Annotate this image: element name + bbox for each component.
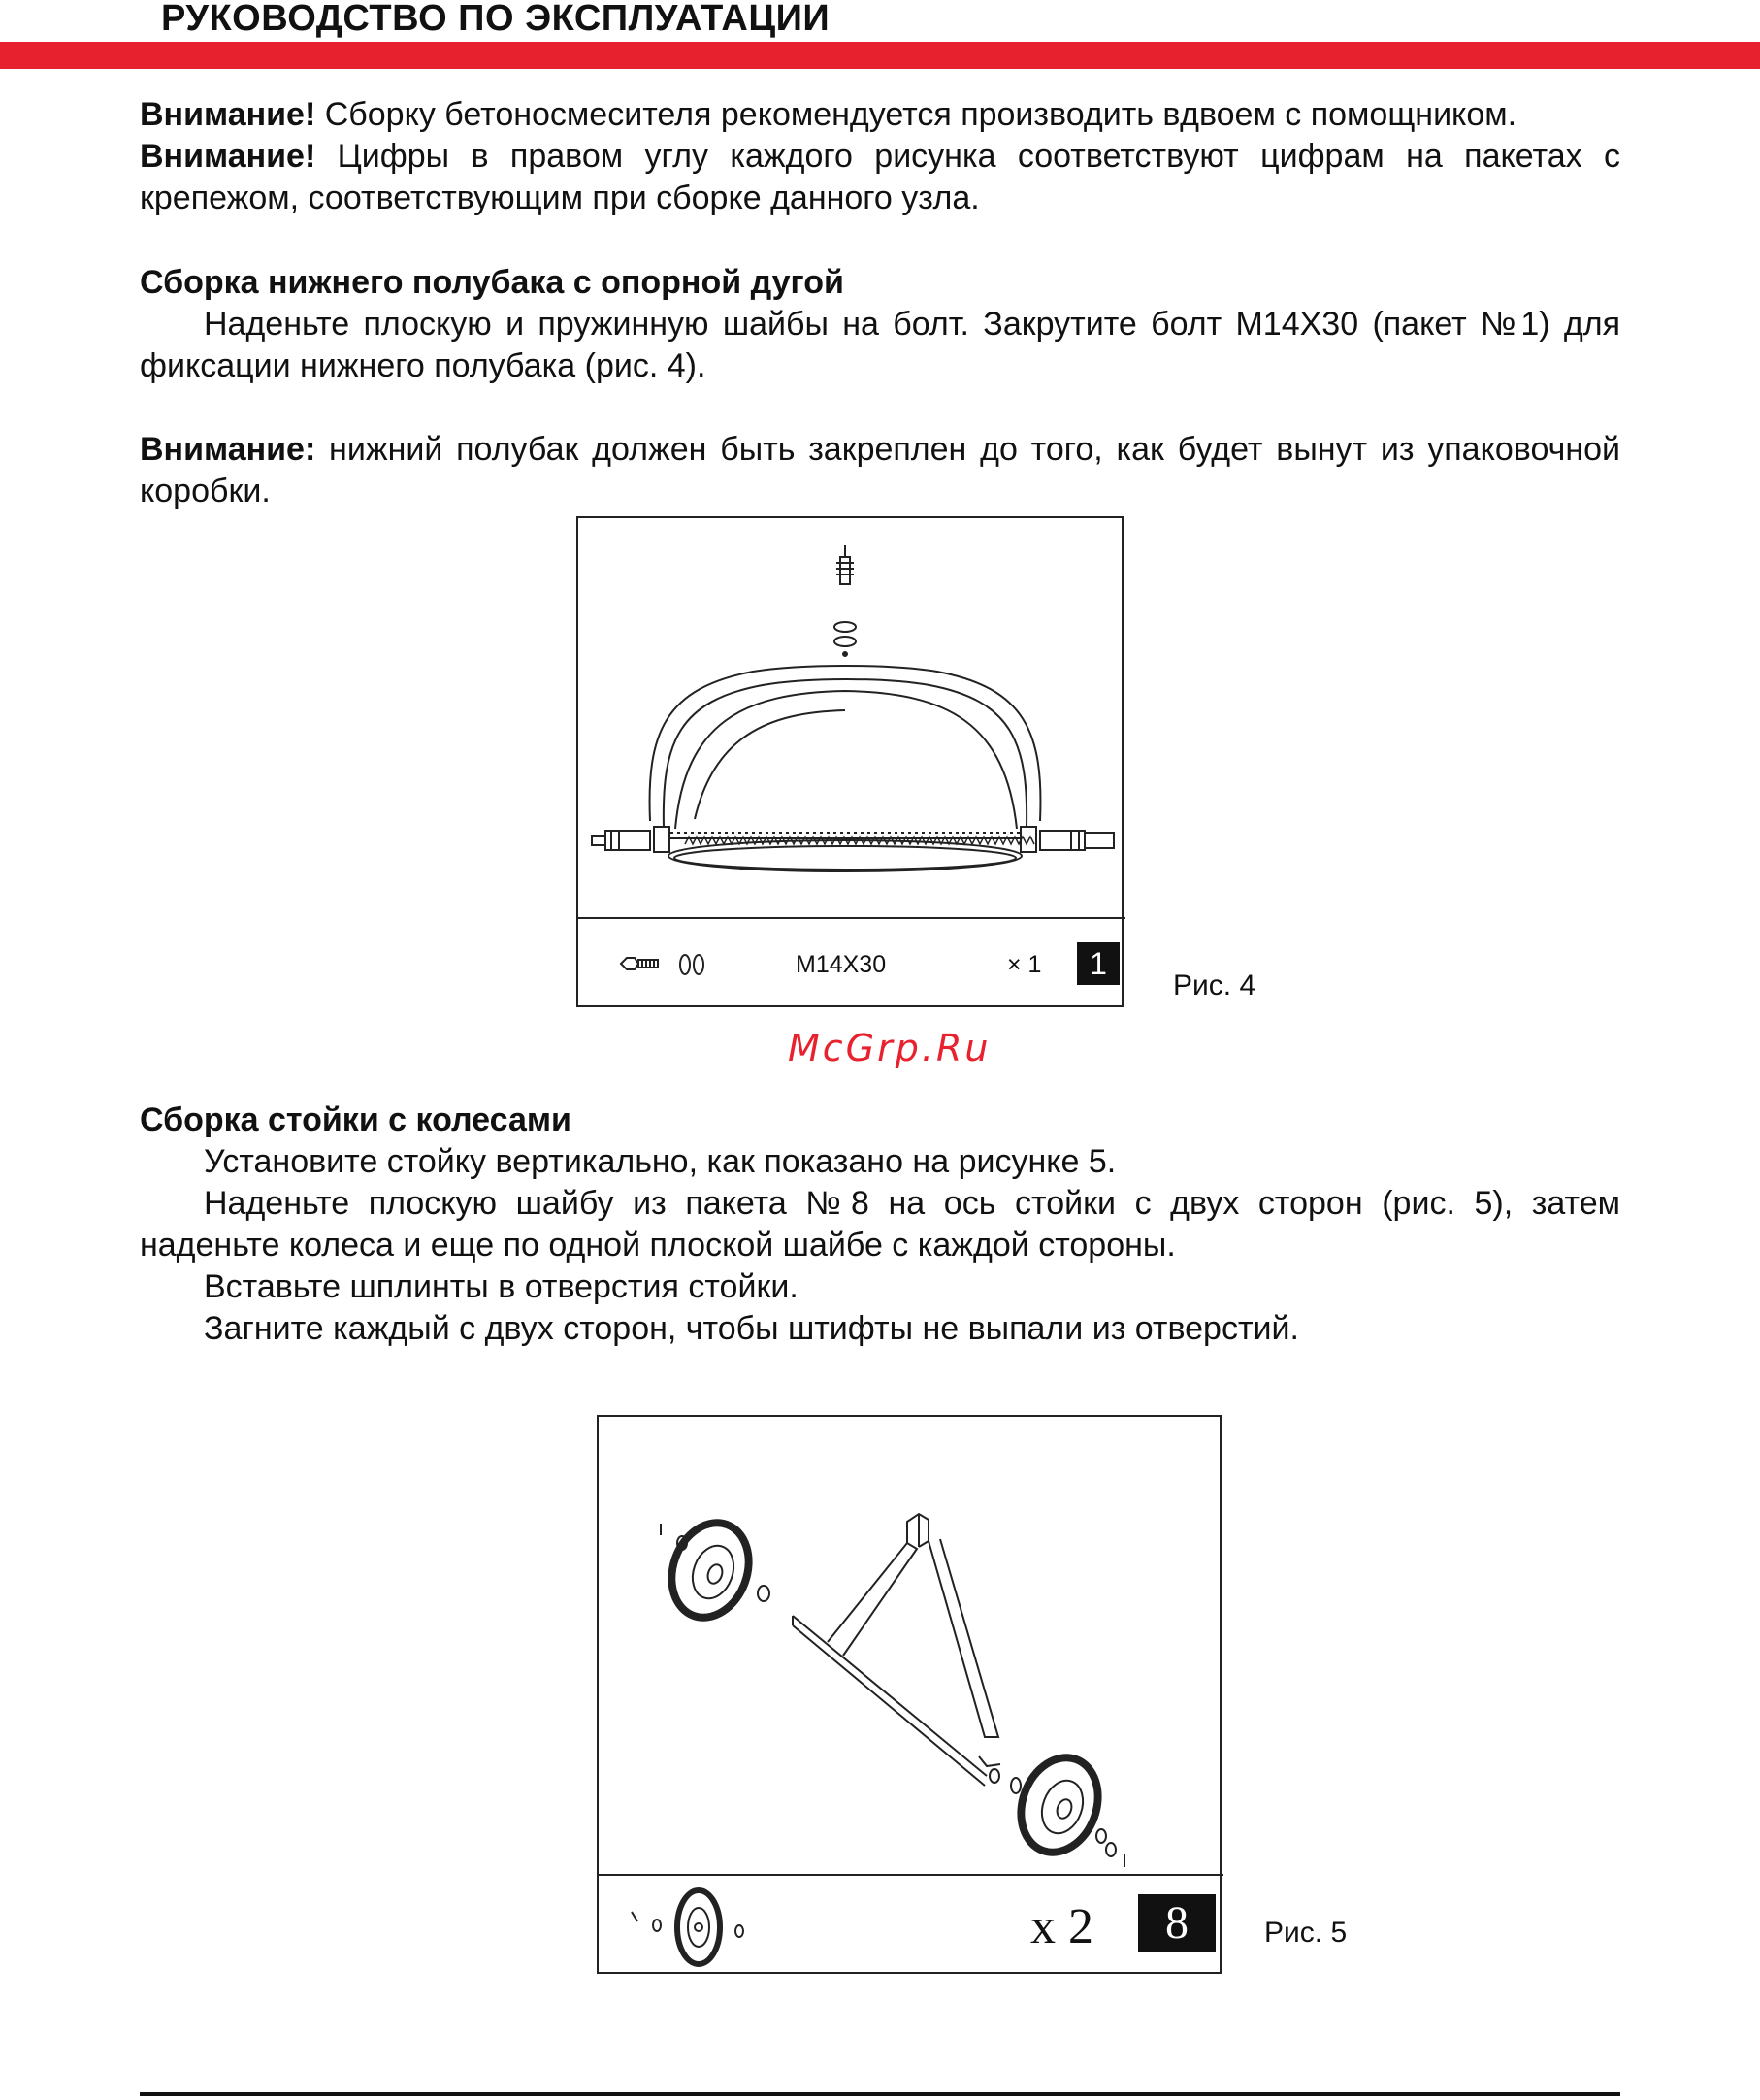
warning-text: Сборку бетоносмесителя рекомендуется производить вдвоем с помощником. — [315, 96, 1517, 133]
bolt-icon — [621, 958, 658, 969]
section-heading-tank: Сборка нижнего полубака с опорной дугой — [140, 264, 844, 301]
figure-4 — [576, 516, 1124, 1007]
section-text-stand-2: Наденьте плоскую шайбу из пакета №8 на ось стойки с двух сторон (рис. 5), затем наденьте колеса и еще по одной плоской шайбе с каждой стороны. — [140, 1185, 1620, 1263]
warning-label: Внимание! — [140, 96, 316, 133]
section-text-stand-4: Загните каждый с двух сторон, чтобы штифты не выпали из отверстий. — [204, 1310, 1299, 1347]
wheel-icon — [632, 1890, 743, 1964]
wheel-icon — [1008, 1747, 1111, 1863]
warning-text: Цифры в правом углу каждого рисунка соответствуют цифрам на пакетах с крепежом, соответствующим при сборке данного узла. — [140, 138, 1620, 216]
package-number-badge: 1 — [1077, 942, 1120, 985]
warning-note-tank — [140, 429, 1620, 512]
part-quantity: x 2 — [1030, 1899, 1093, 1954]
section-text-stand-1: Установите стойку вертикально, как показано на рисунке 5. — [204, 1143, 1117, 1180]
part-label: M14X30 — [796, 951, 887, 978]
watermark: McGrp.Ru — [788, 1027, 992, 1069]
figure-caption: Рис. 4 — [1173, 969, 1256, 1001]
warning-note-2 — [140, 136, 1620, 219]
section-text-tank: Наденьте плоскую и пружинную шайбы на болт. Закрутите болт M14X30 (пакет №1) для фиксации нижнего полубака (рис. 4). — [140, 306, 1620, 384]
warning-label: Внимание: — [140, 431, 316, 468]
header-accent-bar — [0, 42, 1760, 69]
section-heading-stand: Сборка стойки с колесами — [140, 1101, 571, 1138]
figure-5 — [597, 1415, 1222, 1974]
figure-caption: Рис. 5 — [1264, 1917, 1348, 1949]
footer-divider — [140, 2092, 1620, 2096]
washer-icon — [680, 955, 703, 974]
package-number-badge: 8 — [1138, 1894, 1216, 1952]
section-text-stand-3: Вставьте шплинты в отверстия стойки. — [204, 1268, 799, 1305]
stand-wheels-drawing — [599, 1417, 1223, 1976]
warning-text: нижний полубак должен быть закреплен до того, как будет вынут из упаковочной коробки. — [140, 431, 1620, 509]
warning-label: Внимание! — [140, 138, 316, 175]
tank-arc-drawing — [578, 518, 1125, 1009]
warning-note-1 — [140, 94, 1620, 136]
page-header-title: РУКОВОДСТВО ПО ЭКСПЛУАТАЦИИ — [161, 0, 831, 39]
wheel-icon — [659, 1512, 762, 1628]
part-quantity: × 1 — [1007, 951, 1042, 978]
